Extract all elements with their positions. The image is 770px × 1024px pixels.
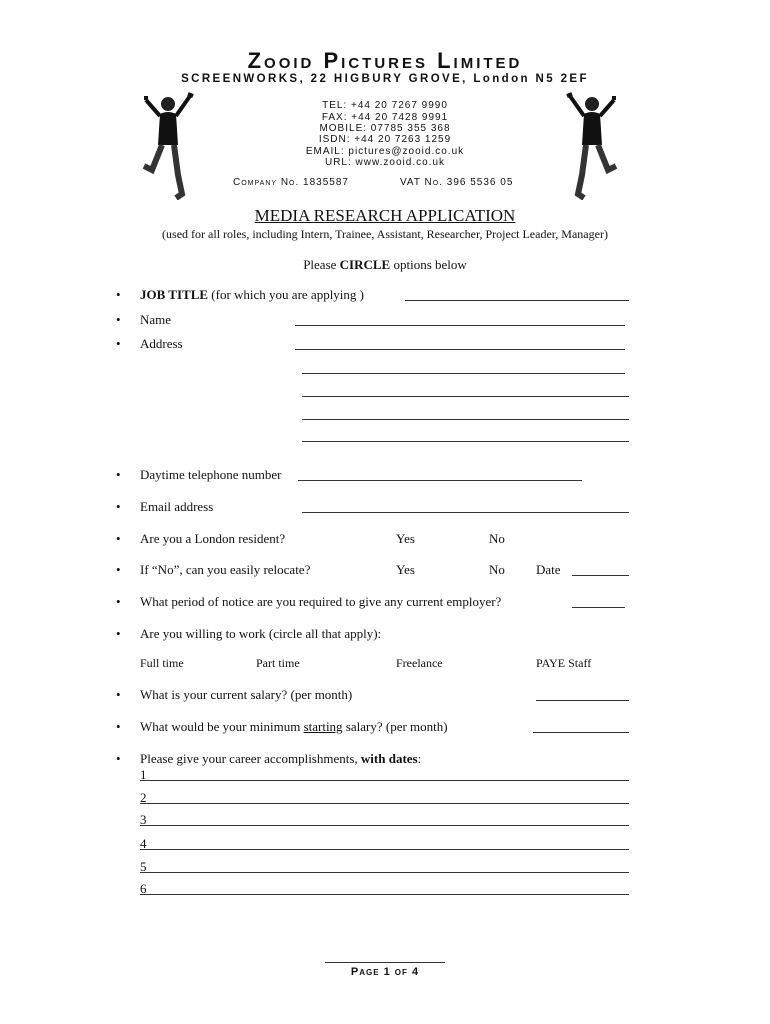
paye-staff-option[interactable]: PAYE Staff — [536, 656, 592, 670]
accomplishment-field-3[interactable] — [140, 825, 629, 826]
relocate-yes-option[interactable]: Yes — [396, 562, 415, 577]
accomplishment-number: 2 — [140, 790, 147, 805]
bullet: • — [116, 719, 121, 734]
accomplishment-number: 1 — [140, 767, 147, 782]
bullet: • — [116, 312, 121, 327]
name-label: Name — [140, 312, 172, 327]
relocate-no-option[interactable]: No — [489, 562, 505, 577]
bullet: • — [116, 687, 121, 702]
address-label: Address — [140, 336, 183, 351]
bullet: • — [116, 336, 121, 351]
accomplishment-number: 5 — [140, 859, 147, 874]
current-salary-field[interactable] — [536, 700, 629, 701]
bullet: • — [116, 594, 121, 609]
footer-divider — [325, 962, 445, 963]
bullet: • — [116, 499, 121, 514]
fax-line: FAX: +44 20 7428 9991 — [321, 112, 449, 123]
freelance-option[interactable]: Freelance — [396, 656, 443, 670]
accomplishment-number: 4 — [140, 836, 147, 851]
notice-field[interactable] — [572, 607, 625, 608]
tel-line: TEL: +44 20 7267 9990 — [322, 100, 448, 111]
accomplishments-label: Please give your career accomplishments, with dates: — [140, 751, 422, 766]
name-field[interactable] — [295, 325, 625, 326]
email-label: Email address — [140, 499, 214, 514]
relocate-date-label: Date — [536, 562, 561, 577]
email-line: EMAIL: pictures@zooid.co.uk — [305, 146, 465, 157]
address-field-2[interactable] — [302, 373, 625, 374]
isdn-line: ISDN: +44 20 7263 1259 — [318, 134, 452, 145]
accomplishment-field-4[interactable] — [140, 849, 629, 850]
form-subtitle: (used for all roles, including Intern, Trainee, Assistant, Researcher, Project Leader, Manager) — [162, 227, 608, 241]
current-salary-label: What is your current salary? (per month) — [140, 687, 353, 702]
accomplishment-number: 3 — [140, 812, 147, 827]
mobile-line: MOBILE: 07785 355 368 — [319, 123, 451, 134]
bullet: • — [116, 562, 121, 577]
url-line: URL: www.zooid.co.uk — [324, 157, 446, 168]
form-title: MEDIA RESEARCH APPLICATION — [254, 206, 516, 225]
email-field[interactable] — [302, 512, 629, 513]
full-time-option[interactable]: Full time — [140, 656, 184, 670]
address-field-4[interactable] — [302, 419, 629, 420]
circle-instruction: Please CIRCLE options below — [303, 257, 467, 272]
daytime-phone-field[interactable] — [298, 480, 582, 481]
company-number: Company No. 1835587 — [233, 177, 349, 188]
accomplishment-number: 6 — [140, 881, 147, 896]
london-yes-option[interactable]: Yes — [396, 531, 415, 546]
address-field-1[interactable] — [295, 349, 625, 350]
minimum-salary-label: What would be your minimum starting salary? (per month) — [140, 719, 448, 734]
notice-label: What period of notice are you required to give any current employer? — [140, 594, 502, 609]
accomplishment-field-1[interactable] — [140, 780, 629, 781]
bullet: • — [116, 287, 121, 302]
minimum-salary-field[interactable] — [533, 732, 629, 733]
accomplishment-field-2[interactable] — [140, 803, 629, 804]
relocate-date-field[interactable] — [572, 575, 629, 576]
daytime-phone-label: Daytime telephone number — [140, 467, 282, 482]
willing-label: Are you willing to work (circle all that apply): — [140, 626, 382, 641]
company-name: Zooid Pictures Limited — [247, 48, 523, 73]
dancing-man-left-icon — [138, 90, 198, 200]
page-number: Page 1 of 4 — [350, 966, 420, 978]
address-field-5[interactable] — [302, 441, 629, 442]
bullet: • — [116, 531, 121, 546]
relocate-label: If “No”, can you easily relocate? — [140, 562, 311, 577]
bullet: • — [116, 751, 121, 766]
london-no-option[interactable]: No — [489, 531, 505, 546]
bullet: • — [116, 626, 121, 641]
address-field-3[interactable] — [302, 396, 629, 397]
accomplishment-field-5[interactable] — [140, 872, 629, 873]
accomplishment-field-6[interactable] — [140, 894, 629, 895]
company-address: SCREENWORKS, 22 HIGBURY GROVE, London N5 2EF — [181, 73, 589, 85]
job-title-label: JOB TITLE (for which you are applying ) — [140, 287, 364, 302]
job-title-field[interactable] — [405, 300, 629, 301]
bullet: • — [116, 467, 121, 482]
vat-number: VAT No. 396 5536 05 — [400, 177, 514, 188]
dancing-man-right-icon — [562, 90, 622, 200]
london-resident-label: Are you a London resident? — [140, 531, 286, 546]
part-time-option[interactable]: Part time — [256, 656, 300, 670]
